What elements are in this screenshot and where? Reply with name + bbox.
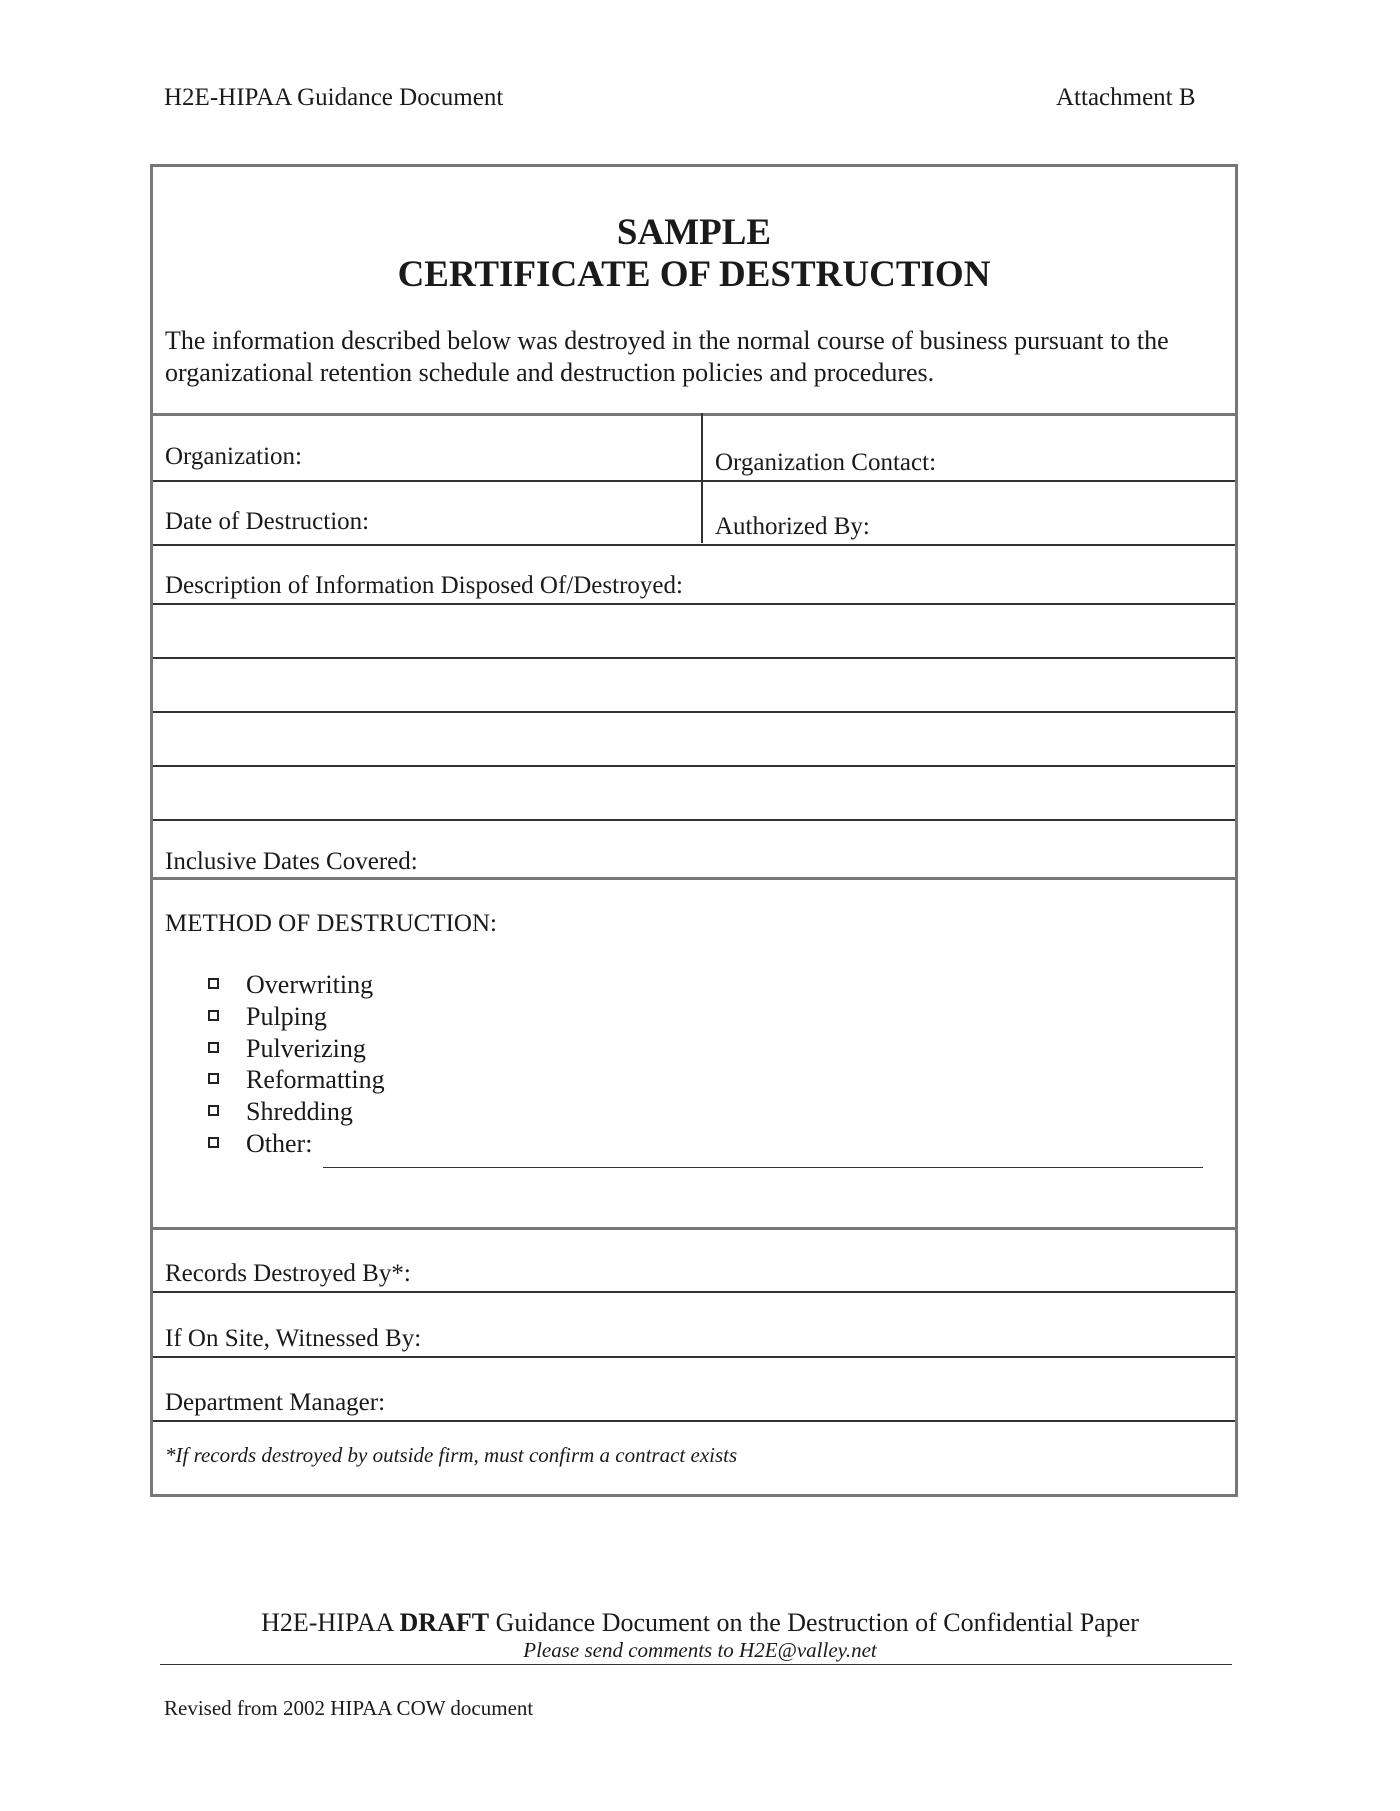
- department-manager-label: Department Manager:: [165, 1389, 386, 1416]
- row-divider: [153, 480, 1235, 482]
- records-destroyed-by-label: Records Destroyed By*:: [165, 1260, 411, 1287]
- option-pulverizing[interactable]: [208, 1034, 366, 1064]
- other-write-in-line[interactable]: [323, 1167, 1203, 1168]
- inclusive-dates-label: Inclusive Dates Covered:: [165, 848, 418, 875]
- checkbox-icon[interactable]: [208, 1042, 219, 1053]
- option-pulping[interactable]: [208, 1002, 327, 1032]
- option-reformatting[interactable]: [208, 1065, 385, 1095]
- organization-contact-label: Organization Contact:: [715, 449, 937, 476]
- checkbox-icon[interactable]: [208, 978, 219, 989]
- intro-text: The information described below was destroyed in the normal course of business pursuant to the organizational retention schedule and destruction policies and procedures.: [165, 326, 1169, 387]
- form-title-sample: SAMPLE: [616, 212, 772, 253]
- option-other[interactable]: [208, 1129, 312, 1159]
- checkbox-icon[interactable]: [208, 1105, 219, 1116]
- description-line: [153, 819, 1235, 821]
- row-divider: [153, 1291, 1235, 1293]
- footer-title-pre: H2E-HIPAA: [261, 1608, 400, 1637]
- option-label: Shredding: [246, 1097, 353, 1126]
- footer-title: [0, 1608, 1400, 1638]
- footer-title-draft: DRAFT: [399, 1608, 490, 1637]
- option-label: Overwriting: [246, 970, 374, 999]
- organization-label: Organization:: [165, 443, 302, 470]
- description-line: [153, 711, 1235, 713]
- option-label: Pulping: [246, 1002, 327, 1031]
- footer-rule: [160, 1664, 1232, 1665]
- checkbox-icon[interactable]: [208, 1073, 219, 1084]
- divider: [153, 413, 1235, 416]
- method-of-destruction-title: METHOD OF DESTRUCTION:: [165, 910, 497, 937]
- date-of-destruction-label: Date of Destruction:: [165, 508, 370, 535]
- footnote: *If records destroyed by outside firm, must confirm a contract exists: [165, 1443, 738, 1467]
- row-divider: [153, 544, 1235, 546]
- option-label: Reformatting: [246, 1065, 385, 1094]
- column-divider: [701, 413, 703, 543]
- checkbox-icon[interactable]: [208, 1010, 219, 1021]
- witnessed-by-label: If On Site, Witnessed By:: [165, 1325, 422, 1352]
- row-divider: [153, 603, 1235, 605]
- option-label: Other:: [246, 1129, 313, 1158]
- checkbox-icon[interactable]: [208, 1137, 219, 1148]
- footer-comments: Please send comments to H2E@valley.net: [523, 1638, 877, 1662]
- description-line: [153, 765, 1235, 767]
- attachment-label: Attachment B: [1056, 84, 1196, 111]
- option-label: Pulverizing: [246, 1034, 366, 1063]
- row-divider: [153, 1356, 1235, 1358]
- footer-title-post: Guidance Document on the Destruction of Confidential Paper: [489, 1608, 1139, 1637]
- row-divider: [153, 1420, 1235, 1422]
- option-shredding[interactable]: [208, 1097, 353, 1127]
- section-divider: [153, 1227, 1235, 1230]
- certificate-form: [150, 164, 1238, 1497]
- description-label: Description of Information Disposed Of/Destroyed:: [165, 572, 683, 599]
- description-line: [153, 657, 1235, 659]
- form-title: CERTIFICATE OF DESTRUCTION: [397, 254, 991, 295]
- section-divider: [153, 877, 1235, 880]
- revised-note: Revised from 2002 HIPAA COW document: [164, 1696, 534, 1720]
- authorized-by-label: Authorized By:: [715, 513, 870, 540]
- document-header-title: H2E-HIPAA Guidance Document: [164, 84, 504, 111]
- option-overwriting[interactable]: [208, 970, 373, 1000]
